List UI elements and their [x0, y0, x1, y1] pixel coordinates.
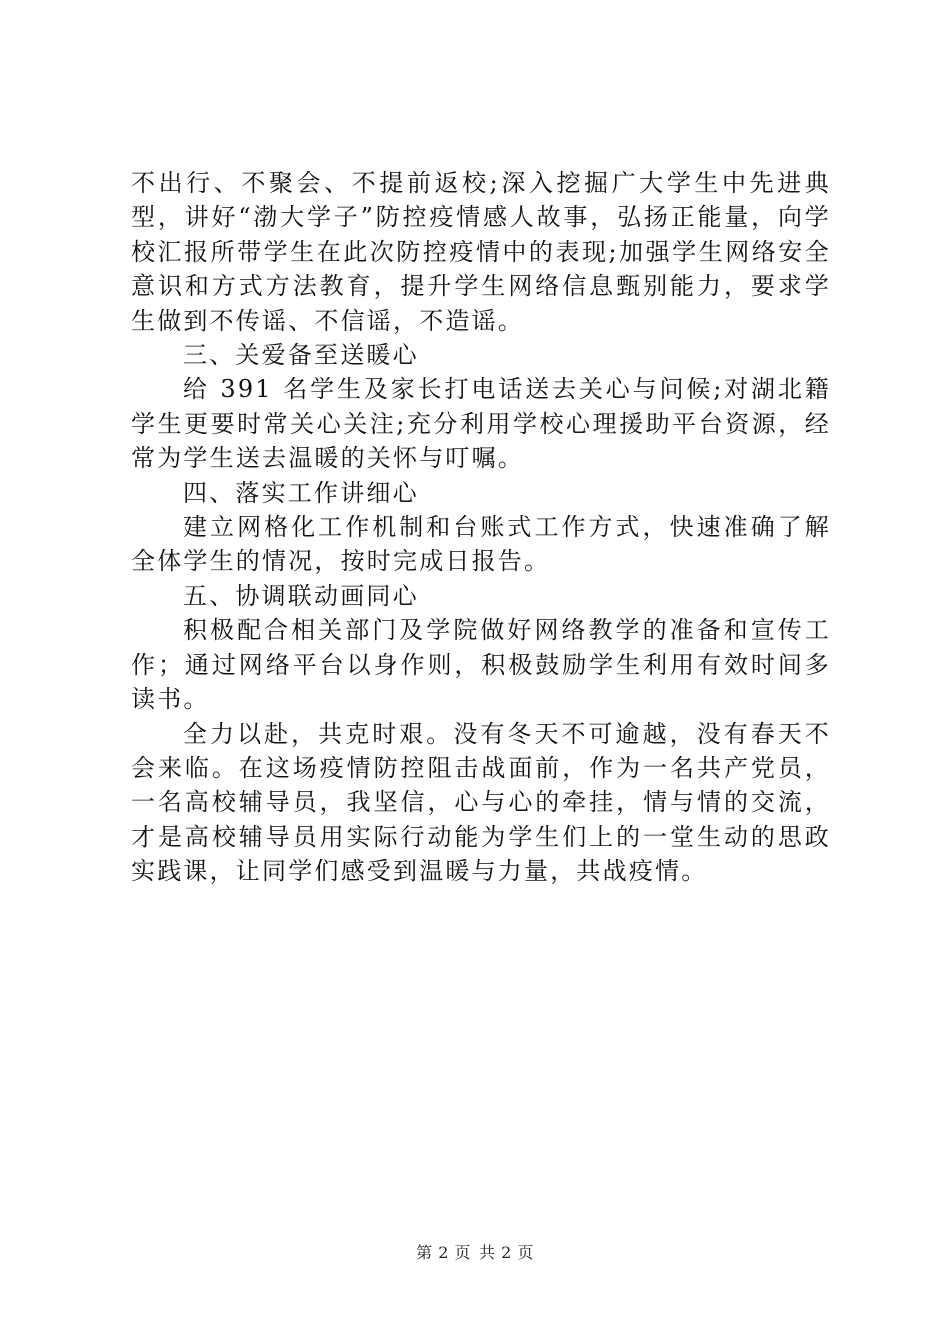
page-number: 第 2 页	[416, 1243, 471, 1262]
paragraph-work: 建立网格化工作机制和台账式工作方式，快速准确了解全体学生的情况，按时完成日报告。	[131, 513, 831, 576]
section-heading-care: 三、关爱备至送暖心	[183, 341, 419, 370]
paragraph-conclusion: 全力以赴，共克时艰。没有冬天不可逾越，没有春天不会来临。在这场疫情防控阻击战面前，作为一名共产党员，一名高校辅导员，我坚信，心与心的牵挂，情与情的交流，才是高校辅导员用实际行动能为学生们上的一堂生动的思政实践课，让同学们感受到温暖与力量，共战疫情。	[131, 719, 831, 886]
section-heading-coordination: 五、协调联动画同心	[183, 581, 419, 610]
page-footer	[0, 1243, 950, 1263]
paragraph-coordination: 积极配合相关部门及学院做好网络教学的准备和宣传工作；通过网络平台以身作则，积极鼓励学生利用有效时间多读书。	[131, 616, 831, 714]
paragraph-care: 给 391 名学生及家长打电话送去关心与问候;对湖北籍学生更要时常关心关注;充分利用学校心理援助平台资源，经常为学生送去温暖的关怀与叮嘱。	[131, 375, 831, 473]
paragraph-continuation: 不出行、不聚会、不提前返校;深入挖掘广大学生中先进典型，讲好“渤大学子”防控疫情感人故事，弘扬正能量，向学校汇报所带学生在此次防控疫情中的表现;加强学生网络安全意识和方式方法教育，提升学生网络信息甄别能力，要求学生做到不传谣、不信谣，不造谣。	[131, 169, 831, 335]
document-body	[131, 166, 831, 889]
section-heading-work: 四、落实工作讲细心	[183, 478, 419, 507]
page-total: 共 2 页	[479, 1243, 534, 1262]
